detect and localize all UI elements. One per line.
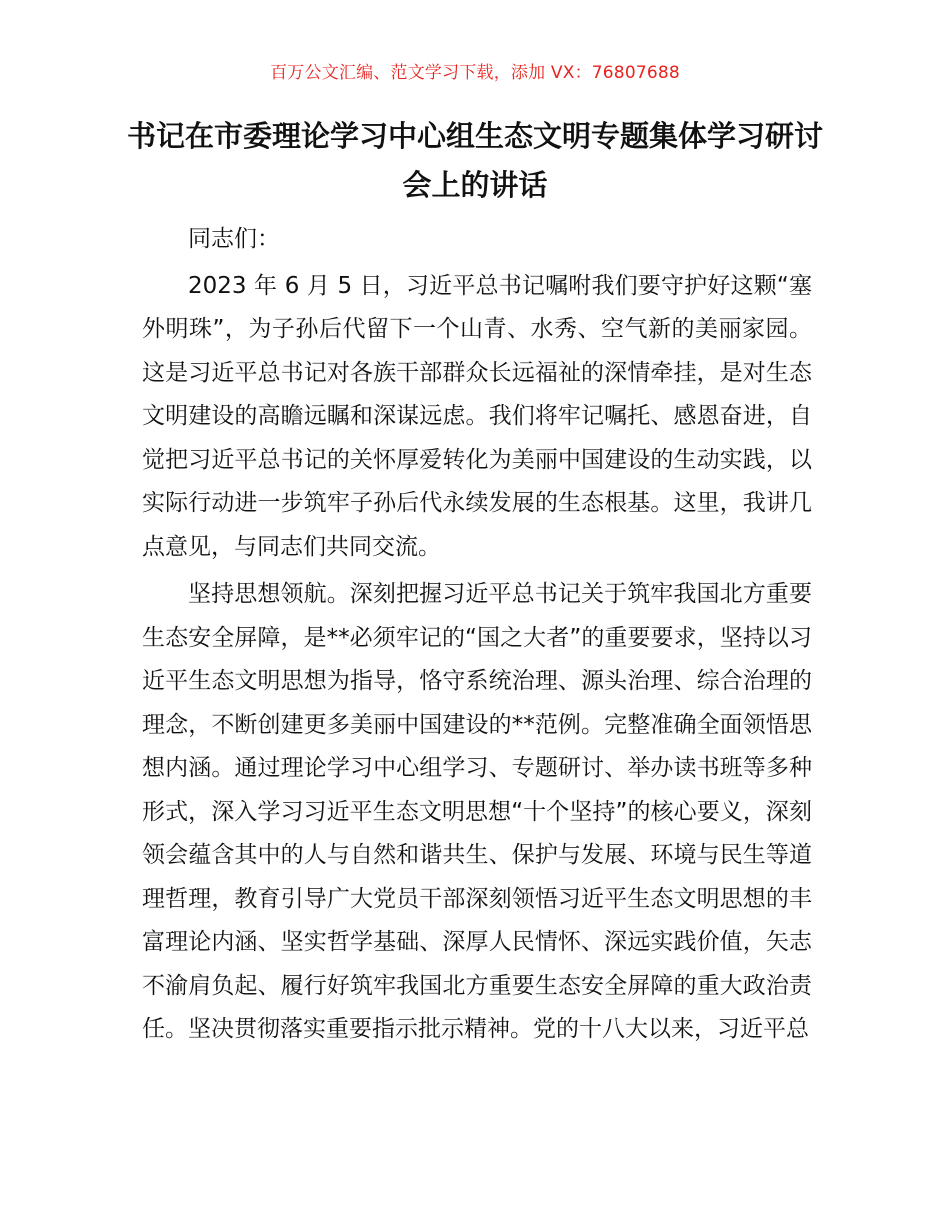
paragraph: 坚持思想领航。深刻把握习近平总书记关于筑牢我国北方重要生态安全屏障，是**必须牢记的“国之大者”的重要要求，坚持以习近平生态文明思想为指导，恪守系统治理、源头治理、综合治理的理念，不断创建更多美丽中国建设的**范例。完整准确全面领悟思想内涵。通过理论学习中心组学习、专题研讨、举办读书班等多种形式，深入学习习近平生态文明思想“十个坚持”的核心要义，深刻领会蕴含其中的人与自然和谐共生、保护与发展、环境与民生等道理哲理，教育引导广大党员干部深刻领悟习近平生态文明思想的丰富理论内涵、坚实哲学基础、深厚人民情怀、深远实践价值，矢志不渝肩负起、履行好筑牢我国北方重要生态安全屏障的重大政治责任。坚决贯彻落实重要指示批示精神。党的十八大以来，习近平总 <box>142 581 812 1042</box>
header-banner: 百万公文汇编、范文学习下载，添加 VX：76807688 <box>270 63 680 83</box>
paragraph: 2023 年 6 月 5 日，习近平总书记嘱咐我们要守护好这颗“塞外明珠”，为子孙后代留下一个山青、水秀、空气新的美丽家园。这是习近平总书记对各族干部群众长远福祉的深情牵挂，是对生态文明建设的高瞻远瞩和深谋远虑。我们将牢记嘱托、感恩奋进，自觉把习近平总书记的关怀厚爱转化为美丽中国建设的生动实践，以实际行动进一步筑牢子孙后代永续发展的生态根基。这里，我讲几点意见，与同志们共同交流。 <box>142 272 812 560</box>
document-body <box>142 218 812 1056</box>
salutation: 同志们： <box>188 226 280 252</box>
document-title: 书记在市委理论学习中心组生态文明专题集体学习研讨会上的讲话 <box>126 119 823 202</box>
